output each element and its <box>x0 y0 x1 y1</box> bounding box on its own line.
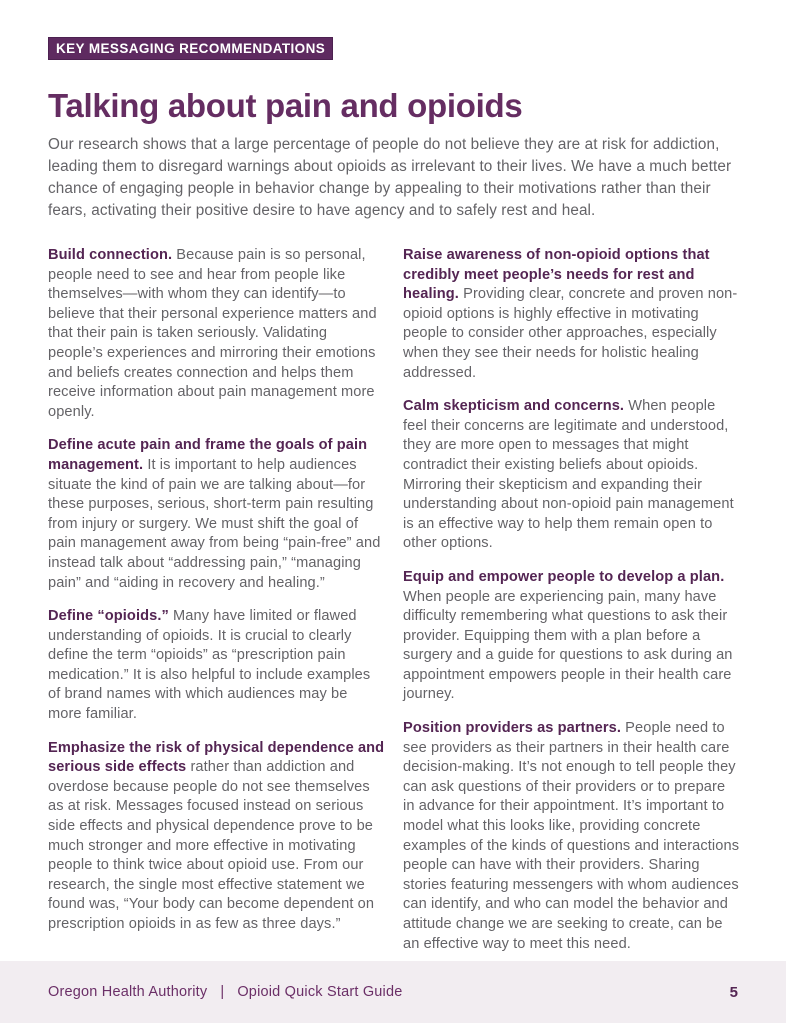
footer-separator: | <box>220 984 225 1000</box>
left-column <box>48 246 385 968</box>
paragraph-body: Providing clear, concrete and proven non-opioid options is highly effective in motivating people to consider other approaches, especially when they see their needs for holistic healing addressed. <box>403 286 738 381</box>
paragraph-lead: Calm skepticism and concerns. <box>403 398 625 415</box>
footer-org: Oregon Health Authority <box>48 984 208 1000</box>
page-footer <box>0 961 786 1023</box>
paragraph-body: People need to see providers as their partners in their health care decision-making. It’s not enough to tell people they can ask questions of their providers or to prepare in advance for their appointment. It’s important to model what this looks like, providing concrete examples of the kinds of questions and interactions people can have with their providers. Sharing stories featuring messengers with whom audiences can identify, and who can model the behavior and attitude change we are seeking to create, can be an effective way to meet this need. <box>403 720 740 952</box>
paragraph-lead: Raise awareness of non-opioid options that credibly meet people’s needs for rest and healing. <box>403 247 710 303</box>
paragraph-lead: Equip and empower people to develop a plan. <box>403 568 725 585</box>
intro-paragraph: Our research shows that a large percentage of people do not believe they are at risk for addiction, leading them to disregard warnings about opioids as irrelevant to their lives. We have a much better chance of engaging people in behavior change by appealing to their motivations rather than their fears, activating their positive desire to have agency and to safely rest and heal. <box>48 136 732 219</box>
paragraph-equip-empower <box>403 568 740 705</box>
paragraph-define-opioids <box>48 607 385 725</box>
two-column-body <box>48 246 740 968</box>
paragraph-body: When people feel their concerns are legitimate and understood, they are more open to messages that might contradict their existing beliefs about opioids. Mirroring their skepticism and expanding their understanding about non-opioid pain management is an effective way to help them remain open to other options. <box>403 398 734 552</box>
page-number: 5 <box>729 983 738 1001</box>
paragraph-define-acute-pain <box>48 436 385 593</box>
paragraph-body: It is important to help audiences situate the kind of pain we are talking about—for these purposes, serious, short-term pain resulting from injury or surgery. We must shift the goal of pain management away from being “pain-free” and instead talk about “addressing pain,” “managing pain” and “aiding in recovery and healing.” <box>48 456 381 591</box>
page-title: Talking about pain and opioids <box>48 87 523 124</box>
paragraph-position-providers <box>403 719 740 954</box>
paragraph-lead: Define “opioids.” <box>48 608 169 625</box>
paragraph-emphasize-risk <box>48 739 385 935</box>
right-column <box>403 246 740 968</box>
paragraph-lead: Position providers as partners. <box>403 720 622 737</box>
paragraph-body: When people are experiencing pain, many have difficulty remembering what questions to ask their provider. Equipping them with a plan before a surgery and a guide for questions to ask during an appointment empowers people in their health care journey. <box>403 588 733 703</box>
paragraph-raise-awareness <box>403 246 740 383</box>
paragraph-calm-skepticism <box>403 397 740 554</box>
footer-breadcrumb <box>48 984 403 1000</box>
paragraph-build-connection <box>48 246 385 422</box>
footer-doc-title: Opioid Quick Start Guide <box>237 984 403 1000</box>
paragraph-lead: Define acute pain and frame the goals of pain management. <box>48 437 368 473</box>
paragraph-lead: Emphasize the risk of physical dependence and serious side effects <box>48 739 385 776</box>
paragraph-body: rather than addiction and overdose because people do not see themselves as at risk. Messages focused instead on serious side effects and physical dependence prove to be much stronger and more effective in motivating people to think twice about opioid use. From our research, the single most effective statement we found was, “Your body can become dependent on prescription opioids in as few as three days.” <box>48 759 375 932</box>
section-badge: KEY MESSAGING RECOMMENDATIONS <box>48 37 333 60</box>
paragraph-body: Many have limited or flawed understanding of opioids. It is crucial to clearly define the term “opioids” as “prescription pain medication.” It is also helpful to include examples of brand names with which audiences may be more familiar. <box>48 608 371 723</box>
paragraph-body: Because pain is so personal, people need to see and hear from people like themselves—with whom they can identify—to believe that their personal experience matters and that their pain is taken seriously. Validating people’s experiences and mirroring their emotions and beliefs creates connection and helps them receive information about pain management more openly. <box>48 247 377 420</box>
paragraph-lead: Build connection. <box>48 247 173 263</box>
